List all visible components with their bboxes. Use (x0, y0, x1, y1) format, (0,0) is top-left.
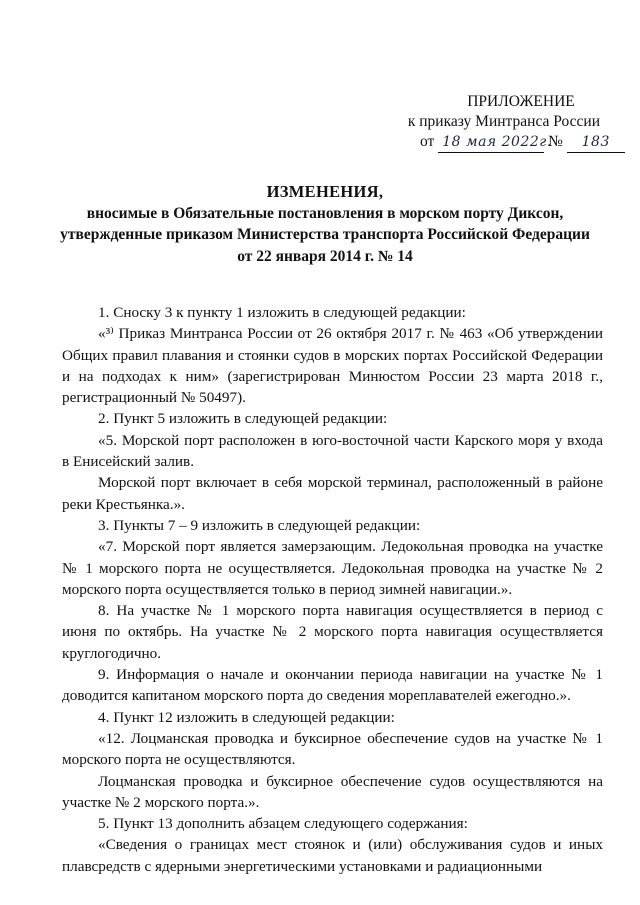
paragraph: 9. Информация о начале и окончании периода навигации на участке № 1 доводится капитаном морского порта до сведения мореплавателей ежегодно.». (62, 666, 603, 705)
appendix-subtitle: к приказу Минтранса России (407, 113, 600, 130)
heading-line-2: утвержденные приказом Министерства транспорта Российской Федерации (60, 226, 590, 243)
paragraph: «³⁾ Приказ Минтранса России от 26 октября 2017 г. № 463 «Об утверждении Общих правил плавания и стоянки судов в морских портах Российской Федерации и на подходах к ним» (зарегистрирован Минюстом России 23 марта 2018 г., регистрационный № 50497). (62, 325, 603, 407)
date-prefix: от (420, 133, 435, 150)
handwritten-number: 183 (567, 132, 625, 153)
handwritten-date: 18 мая 2022г. (438, 132, 544, 153)
paragraph: 2. Пункт 5 изложить в следующей редакции: (98, 410, 388, 428)
paragraph: 4. Пункт 12 изложить в следующей редакции: (98, 708, 395, 726)
order-date-line (400, 132, 610, 153)
heading-line-3: от 22 января 2014 г. № 14 (237, 247, 413, 265)
paragraph: 8. На участке № 1 морского порта навигация осуществляется в период с июня по октябрь. На участке № 2 морского порта навигация осуществляется круглогодично. (62, 602, 603, 662)
appendix-block (400, 92, 610, 153)
paragraph: Морской порт включает в себя морской терминал, расположенный в районе реки Крестьянка.». (62, 474, 603, 513)
paragraph: «7. Морской порт является замерзающим. Ледокольная проводка на участке № 1 морского порта не осуществляется. Ледокольная проводка на участке № 2 морского порта осуществляется только в период зимней навигации.». (62, 538, 603, 598)
paragraph: «12. Лоцманская проводка и буксирное обеспечение судов на участке № 1 морского порта не осуществляются. (62, 729, 603, 769)
paragraph: 3. Пункты 7 – 9 изложить в следующей редакции: (98, 516, 421, 534)
paragraph: «Сведения о границах мест стоянок и (или) обслуживания судов и иных плавсредств с ядерными энергетическими установками и радиационными (62, 836, 603, 875)
heading-title: ИЗМЕНЕНИЯ, (266, 182, 384, 201)
heading-line-1: вносимые в Обязательные постановления в морском порту Диксон, (86, 204, 564, 222)
paragraph: 1. Сноску 3 к пункту 1 изложить в следующей редакции: (98, 304, 466, 321)
appendix-title: ПРИЛОЖЕНИЕ (467, 93, 575, 110)
paragraph: 5. Пункт 13 дополнить абзацем следующего содержания: (98, 815, 468, 833)
number-prefix: № (548, 133, 563, 150)
document-heading (50, 181, 600, 267)
document-body (62, 302, 603, 877)
paragraph: Лоцманская проводка и буксирное обеспечение судов осуществляются на участке № 2 морского порта.». (62, 772, 603, 811)
paragraph: «5. Морской порт расположен в юго-восточной части Карского моря у входа в Енисейский залив. (62, 431, 603, 471)
